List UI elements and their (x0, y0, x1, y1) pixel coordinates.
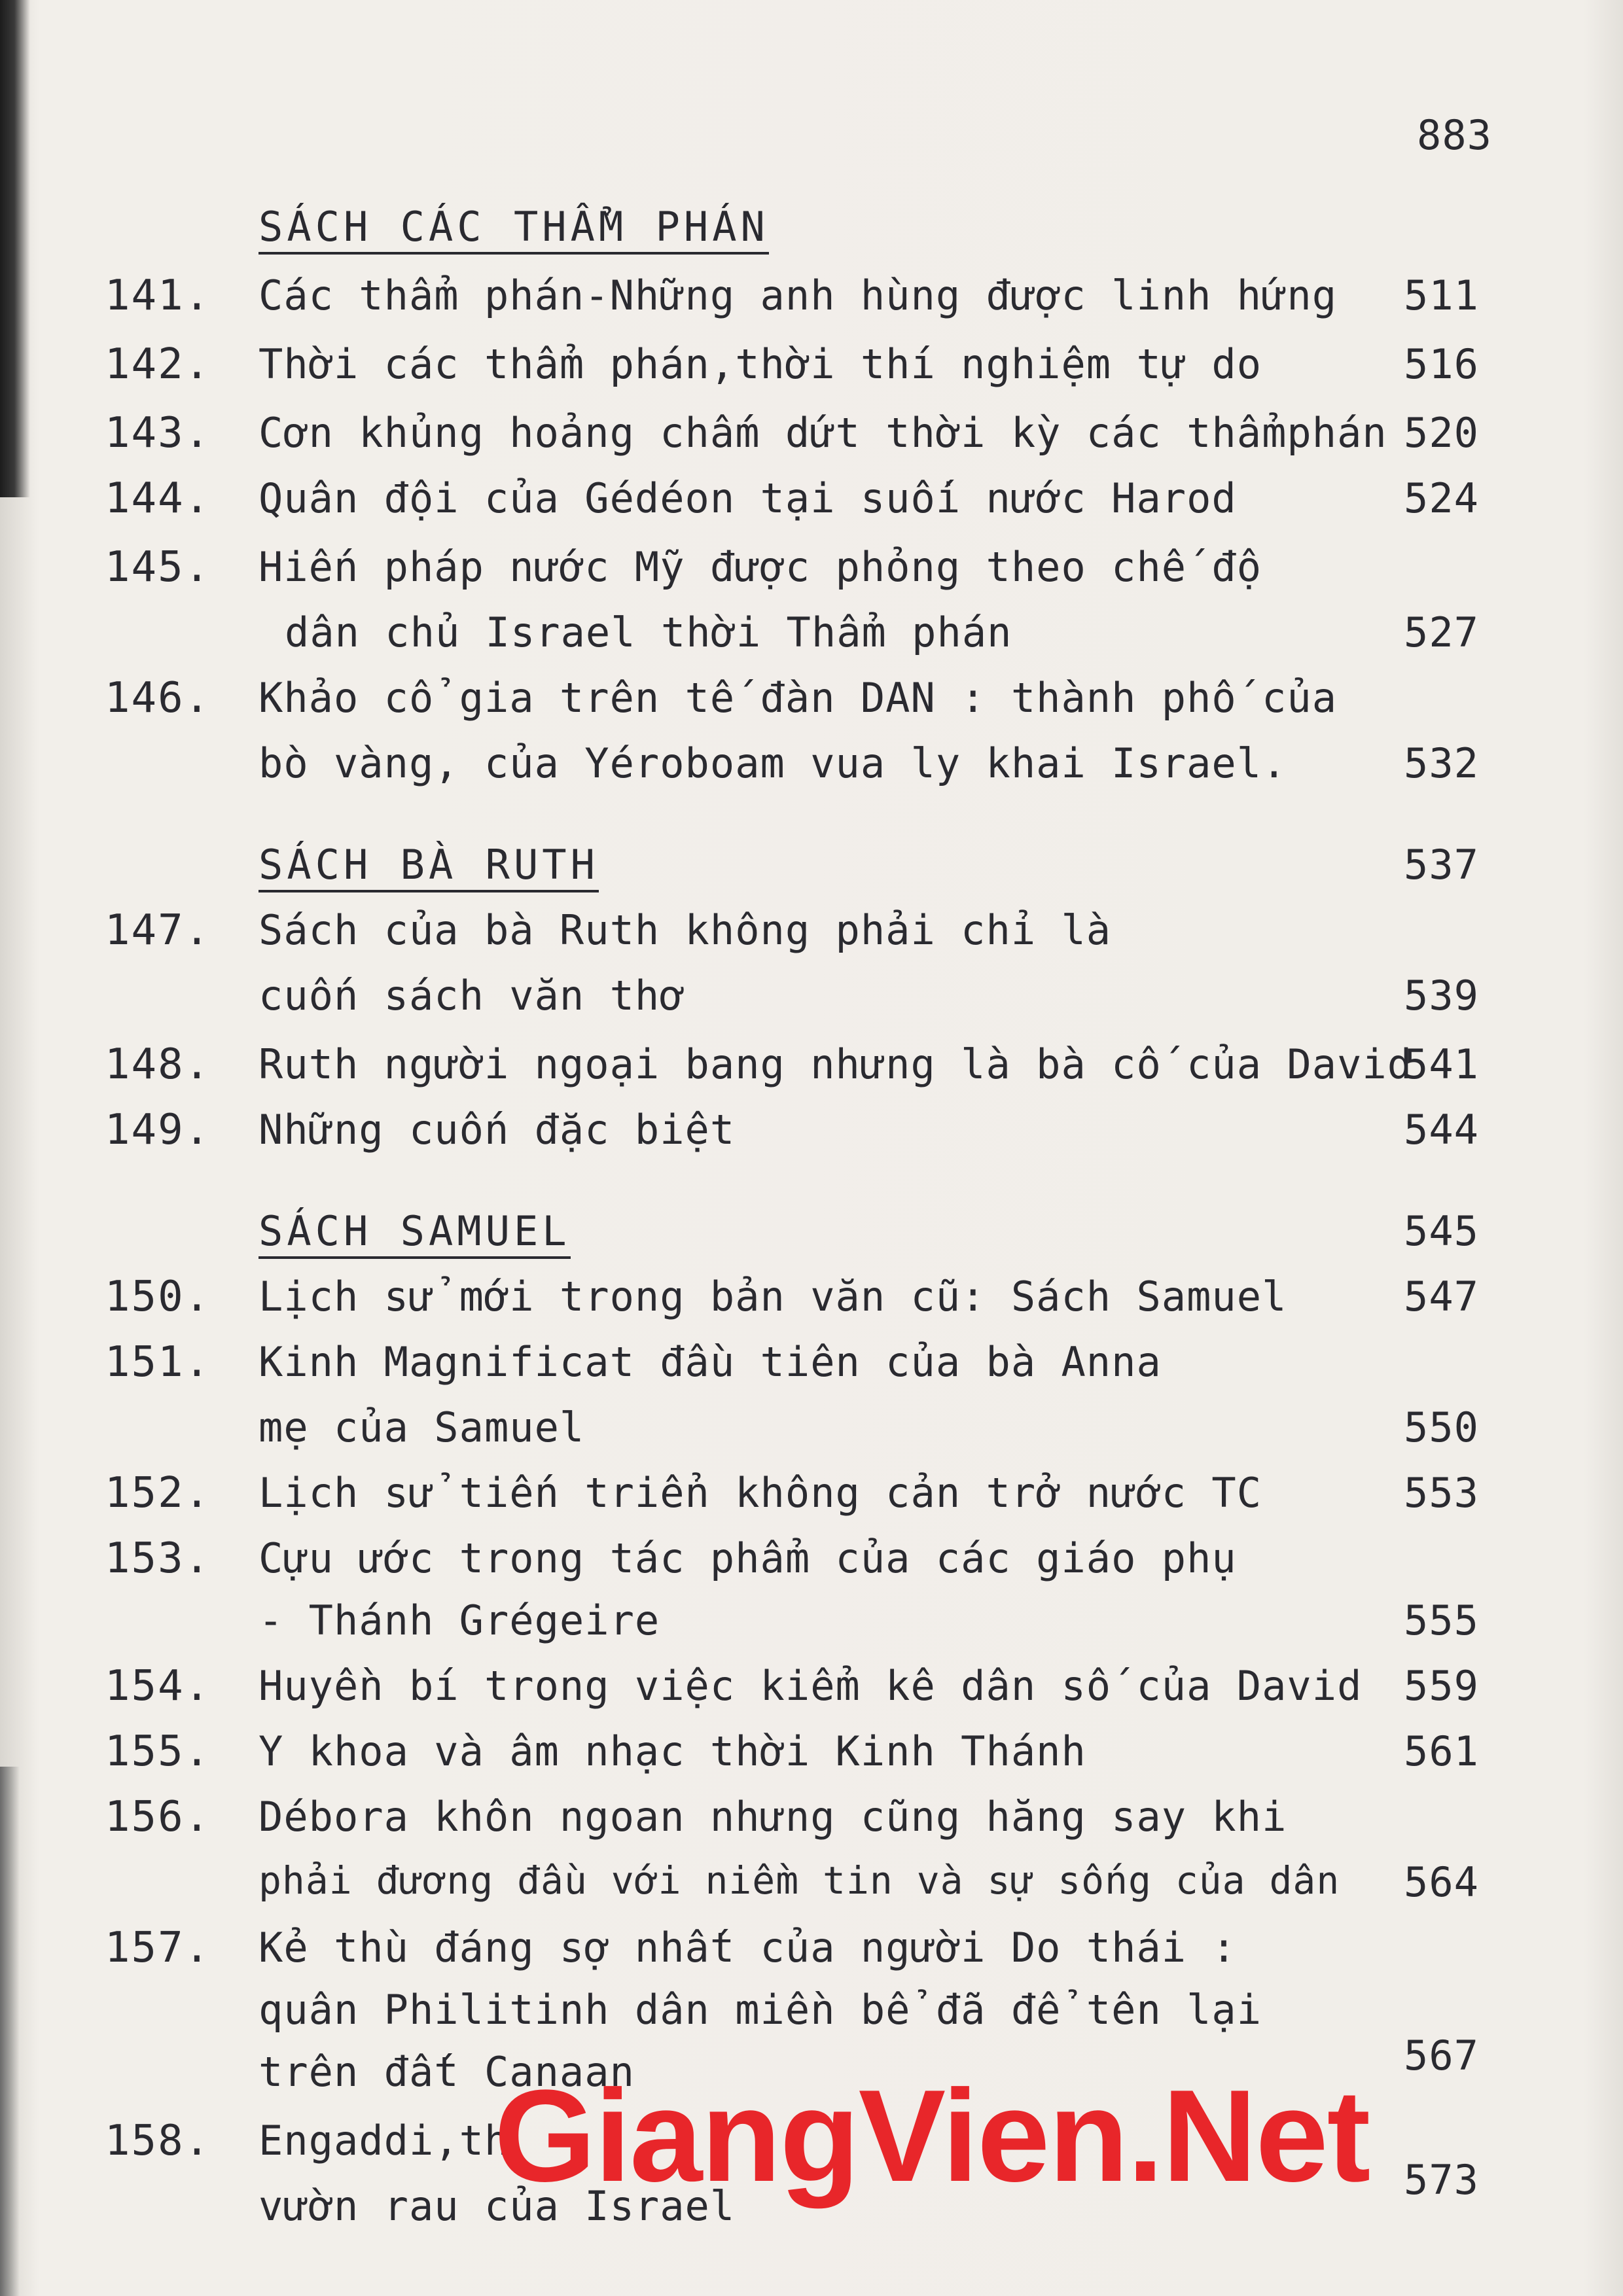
entry-page: 567 (1404, 2032, 1479, 2079)
section-page: 545 (1404, 1207, 1479, 1255)
toc-entry (0, 1469, 1623, 1521)
entry-title-continuation: phải đương đầu với niềm tin và sự sống của dân (259, 1858, 1340, 1903)
entry-page: 541 (1404, 1040, 1479, 1088)
entry-number: 157. (105, 1924, 211, 1972)
entry-title-continuation: dân chủ Israel thời Thẩm phán (285, 609, 1012, 656)
toc-entry (0, 674, 1623, 726)
entry-page: 555 (1404, 1597, 1479, 1644)
entry-number: 156. (105, 1793, 211, 1841)
entry-title: Hiến pháp nước Mỹ được phỏng theo chế độ (259, 543, 1262, 591)
entry-title: Những cuốn đặc biệt (259, 1106, 736, 1154)
entry-title: Lịch sử mới trong bản văn cũ: Sách Samuel (259, 1273, 1287, 1320)
toc-entry (0, 906, 1623, 959)
entry-page: 547 (1404, 1273, 1479, 1320)
entry-page: 544 (1404, 1106, 1479, 1154)
entry-title: Lịch sử tiến triển không cản trở nước TC (259, 1469, 1262, 1517)
entry-title-continuation: - Thánh Grégeire (259, 1597, 660, 1644)
section-heading: SÁCH BÀ RUTH (259, 841, 599, 892)
toc-entry-continuation (0, 972, 1623, 1024)
toc-entry (0, 340, 1623, 393)
entry-title: Ruth người ngoại bang nhưng là bà cố của David (259, 1040, 1413, 1088)
toc-entry-continuation (0, 1404, 1623, 1456)
entry-number: 146. (105, 674, 211, 722)
entry-title: Quân đội của Gédéon tại suối nước Harod (259, 474, 1237, 522)
section-page: 537 (1404, 841, 1479, 889)
toc-entry-continuation (0, 1858, 1623, 1911)
watermark-logo: GiangVien.Net (494, 2063, 1370, 2209)
entry-page: 561 (1404, 1727, 1479, 1775)
entry-number: 143. (105, 409, 211, 457)
toc-entry (0, 409, 1623, 461)
entry-number: 153. (105, 1534, 211, 1583)
page-number: 883 (1417, 111, 1492, 159)
entry-page: 516 (1404, 340, 1479, 388)
entry-number: 158. (105, 2117, 211, 2165)
entry-number: 155. (105, 1727, 211, 1776)
entry-title-continuation: cuốn sách văn thơ (259, 972, 685, 1019)
entry-page: 511 (1404, 272, 1479, 319)
toc-entry (0, 1727, 1623, 1780)
entry-number: 154. (105, 1662, 211, 1710)
entry-page: 527 (1404, 609, 1479, 656)
section-heading: SÁCH CÁC THẨM PHÁN (259, 203, 769, 255)
entry-title-continuation: bò vàng, của Yéroboam vua ly khai Israel. (259, 739, 1287, 787)
entry-number: 150. (105, 1273, 211, 1321)
toc-entry (0, 543, 1623, 595)
entry-title: Kẻ thù đáng sợ nhất của người Do thái : (259, 1924, 1237, 1971)
entry-title: Engaddi,th (259, 2117, 510, 2164)
entry-title-continuation: trên đất Canaan (259, 2048, 635, 2096)
toc-entry (0, 1106, 1623, 1158)
entry-number: 145. (105, 543, 211, 592)
entry-title-continuation: vườn rau của Israel (259, 2182, 736, 2230)
entry-number: 149. (105, 1106, 211, 1154)
entry-number: 144. (105, 474, 211, 523)
toc-entry (0, 1793, 1623, 1845)
toc-entry-continuation (0, 1986, 1623, 2038)
entry-title: Cựu ước trong tác phẩm của các giáo phụ (259, 1534, 1237, 1582)
toc-entry-continuation (0, 739, 1623, 792)
entry-title: Débora khôn ngoan nhưng cũng hăng say khi (259, 1793, 1287, 1841)
entry-number: 148. (105, 1040, 211, 1089)
toc-entry (0, 272, 1623, 324)
entry-page: 524 (1404, 474, 1479, 522)
toc-entry (0, 1338, 1623, 1390)
entry-title: Thời các thẩm phán,thời thí nghiệm tự do (259, 340, 1262, 388)
section-heading: SÁCH SAMUEL (259, 1207, 571, 1259)
toc-entry (0, 1040, 1623, 1093)
entry-number: 141. (105, 272, 211, 320)
entry-page: 559 (1404, 1662, 1479, 1710)
toc-entry (0, 1662, 1623, 1714)
toc-entry-continuation (0, 609, 1623, 661)
entry-number: 142. (105, 340, 211, 389)
toc-entry (0, 474, 1623, 527)
entry-title: Khảo cổ gia trên tế đàn DAN : thành phố của (259, 674, 1338, 722)
section-heading-row (0, 203, 1623, 255)
entry-page: 553 (1404, 1469, 1479, 1517)
entry-page: 573 (1404, 2156, 1479, 2204)
toc-entry (0, 1534, 1623, 1587)
toc-entry-continuation (0, 1597, 1623, 1649)
entry-page: 550 (1404, 1404, 1479, 1451)
section-heading-row (0, 841, 1623, 893)
entry-title: Các thẩm phán-Những anh hùng được linh hứng (259, 272, 1338, 319)
toc-entry (0, 1924, 1623, 1976)
entry-page: 520 (1404, 409, 1479, 457)
entry-title: Huyền bí trong việc kiểm kê dân số của David (259, 1662, 1363, 1710)
section-heading-row (0, 1207, 1623, 1260)
entry-number: 152. (105, 1469, 211, 1517)
entry-page: 564 (1404, 1858, 1479, 1906)
entry-page: 539 (1404, 972, 1479, 1019)
entry-number: 147. (105, 906, 211, 955)
entry-page: 532 (1404, 739, 1479, 787)
entry-title: Sách của bà Ruth không phải chỉ là (259, 906, 1112, 954)
entry-title-continuation: mẹ của Samuel (259, 1404, 585, 1451)
entry-number: 151. (105, 1338, 211, 1386)
entry-title: Cơn khủng hoảng chấm dứt thời kỳ các thẩmphán (259, 409, 1387, 457)
entry-title: Kinh Magnificat đầu tiên của bà Anna (259, 1338, 1162, 1386)
entry-title-continuation: quân Philitinh dân miền bể đã để tên lại (259, 1986, 1262, 2034)
entry-title: Y khoa và âm nhạc thời Kinh Thánh (259, 1727, 1086, 1775)
toc-entry (0, 1273, 1623, 1325)
